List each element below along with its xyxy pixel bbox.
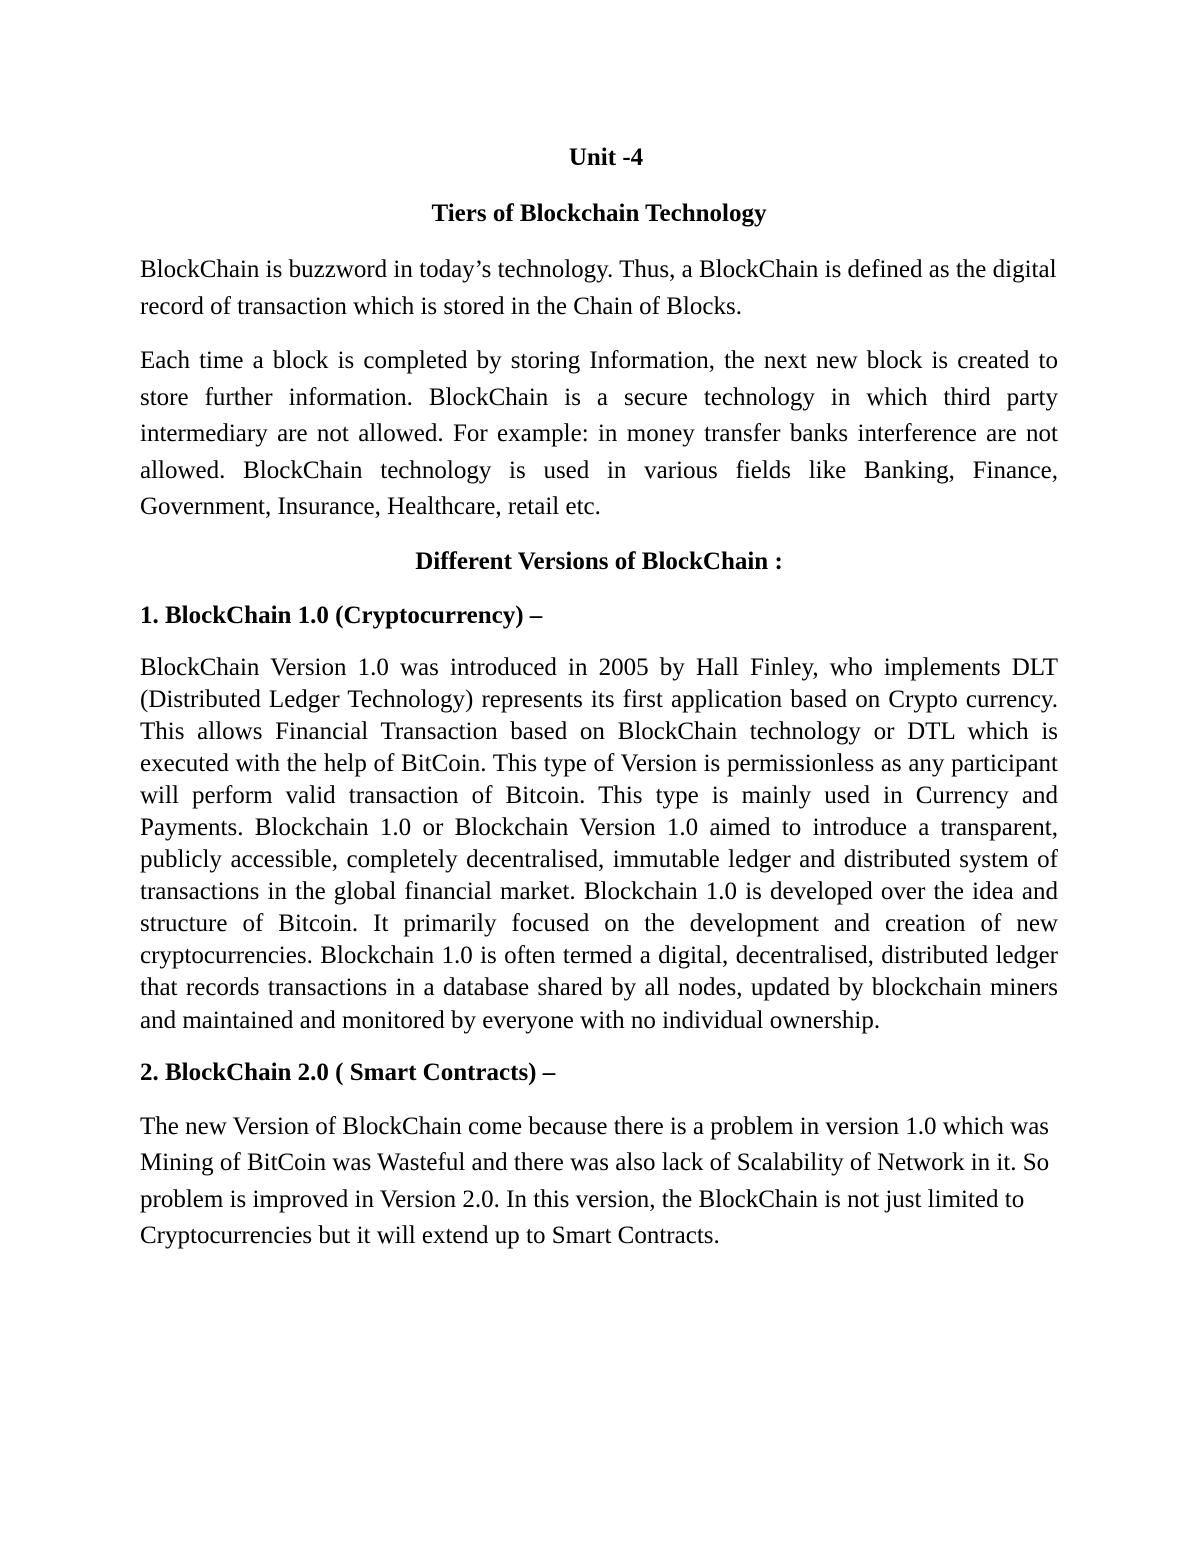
intro-paragraph-2: Each time a block is completed by storing Information, the next new block is created to store further information. BlockChain is a secure technology in which third party intermediary are not allowed. For example: in money transfer banks interference are not allowed. BlockChain technology is used in various fields like Banking, Finance, Government, Insurance, Healthcare, retail etc. <box>140 347 1058 520</box>
document-content <box>140 140 1058 1273</box>
version-1-heading: 1. BlockChain 1.0 (Cryptocurrency) – <box>140 601 543 629</box>
unit-label: Unit -4 <box>568 144 644 171</box>
version-2-heading: 2. BlockChain 2.0 ( Smart Contracts) – <box>140 1058 556 1086</box>
version-1-body: BlockChain Version 1.0 was introduced in 2005 by Hall Finley, who implements DLT (Distributed Ledger Technology) represents its first application based on Crypto currency. This allows Financial Transaction based on BlockChain technology or DTL which is executed with the help of BitCoin. This type of Version is permissionless as any participant will perform valid transaction of Bitcoin. This type is mainly used in Currency and Payments. Blockchain 1.0 or Blockchain Version 1.0 aimed to introduce a transparent, publicly accessible, completely decentralised, immutable ledger and distributed system of transactions in the global financial market. Blockchain 1.0 is developed over the idea and structure of Bitcoin. It primarily focused on the development and creation of new cryptocurrencies. Blockchain 1.0 is often termed a digital, decentralised, distributed ledger that records transactions in a database shared by all nodes, updated by blockchain miners and maintained and monitored by everyone with no individual ownership. <box>140 653 1058 1034</box>
page-title: Tiers of Blockchain Technology <box>431 200 767 227</box>
intro-paragraph-1: BlockChain is buzzword in today’s technology. Thus, a BlockChain is defined as the digital record of transaction which is stored in the Chain of Blocks. <box>140 256 1057 320</box>
version-2-body: The new Version of BlockChain come because there is a problem in version 1.0 which was Mining of BitCoin was Wasteful and there was also lack of Scalability of Network in it. So problem is improved in Version 2.0. In this version, the BlockChain is not just limited to Cryptocurrencies but it will extend up to Smart Contracts. <box>140 1112 1050 1250</box>
versions-heading: Different Versions of BlockChain : <box>415 547 783 575</box>
